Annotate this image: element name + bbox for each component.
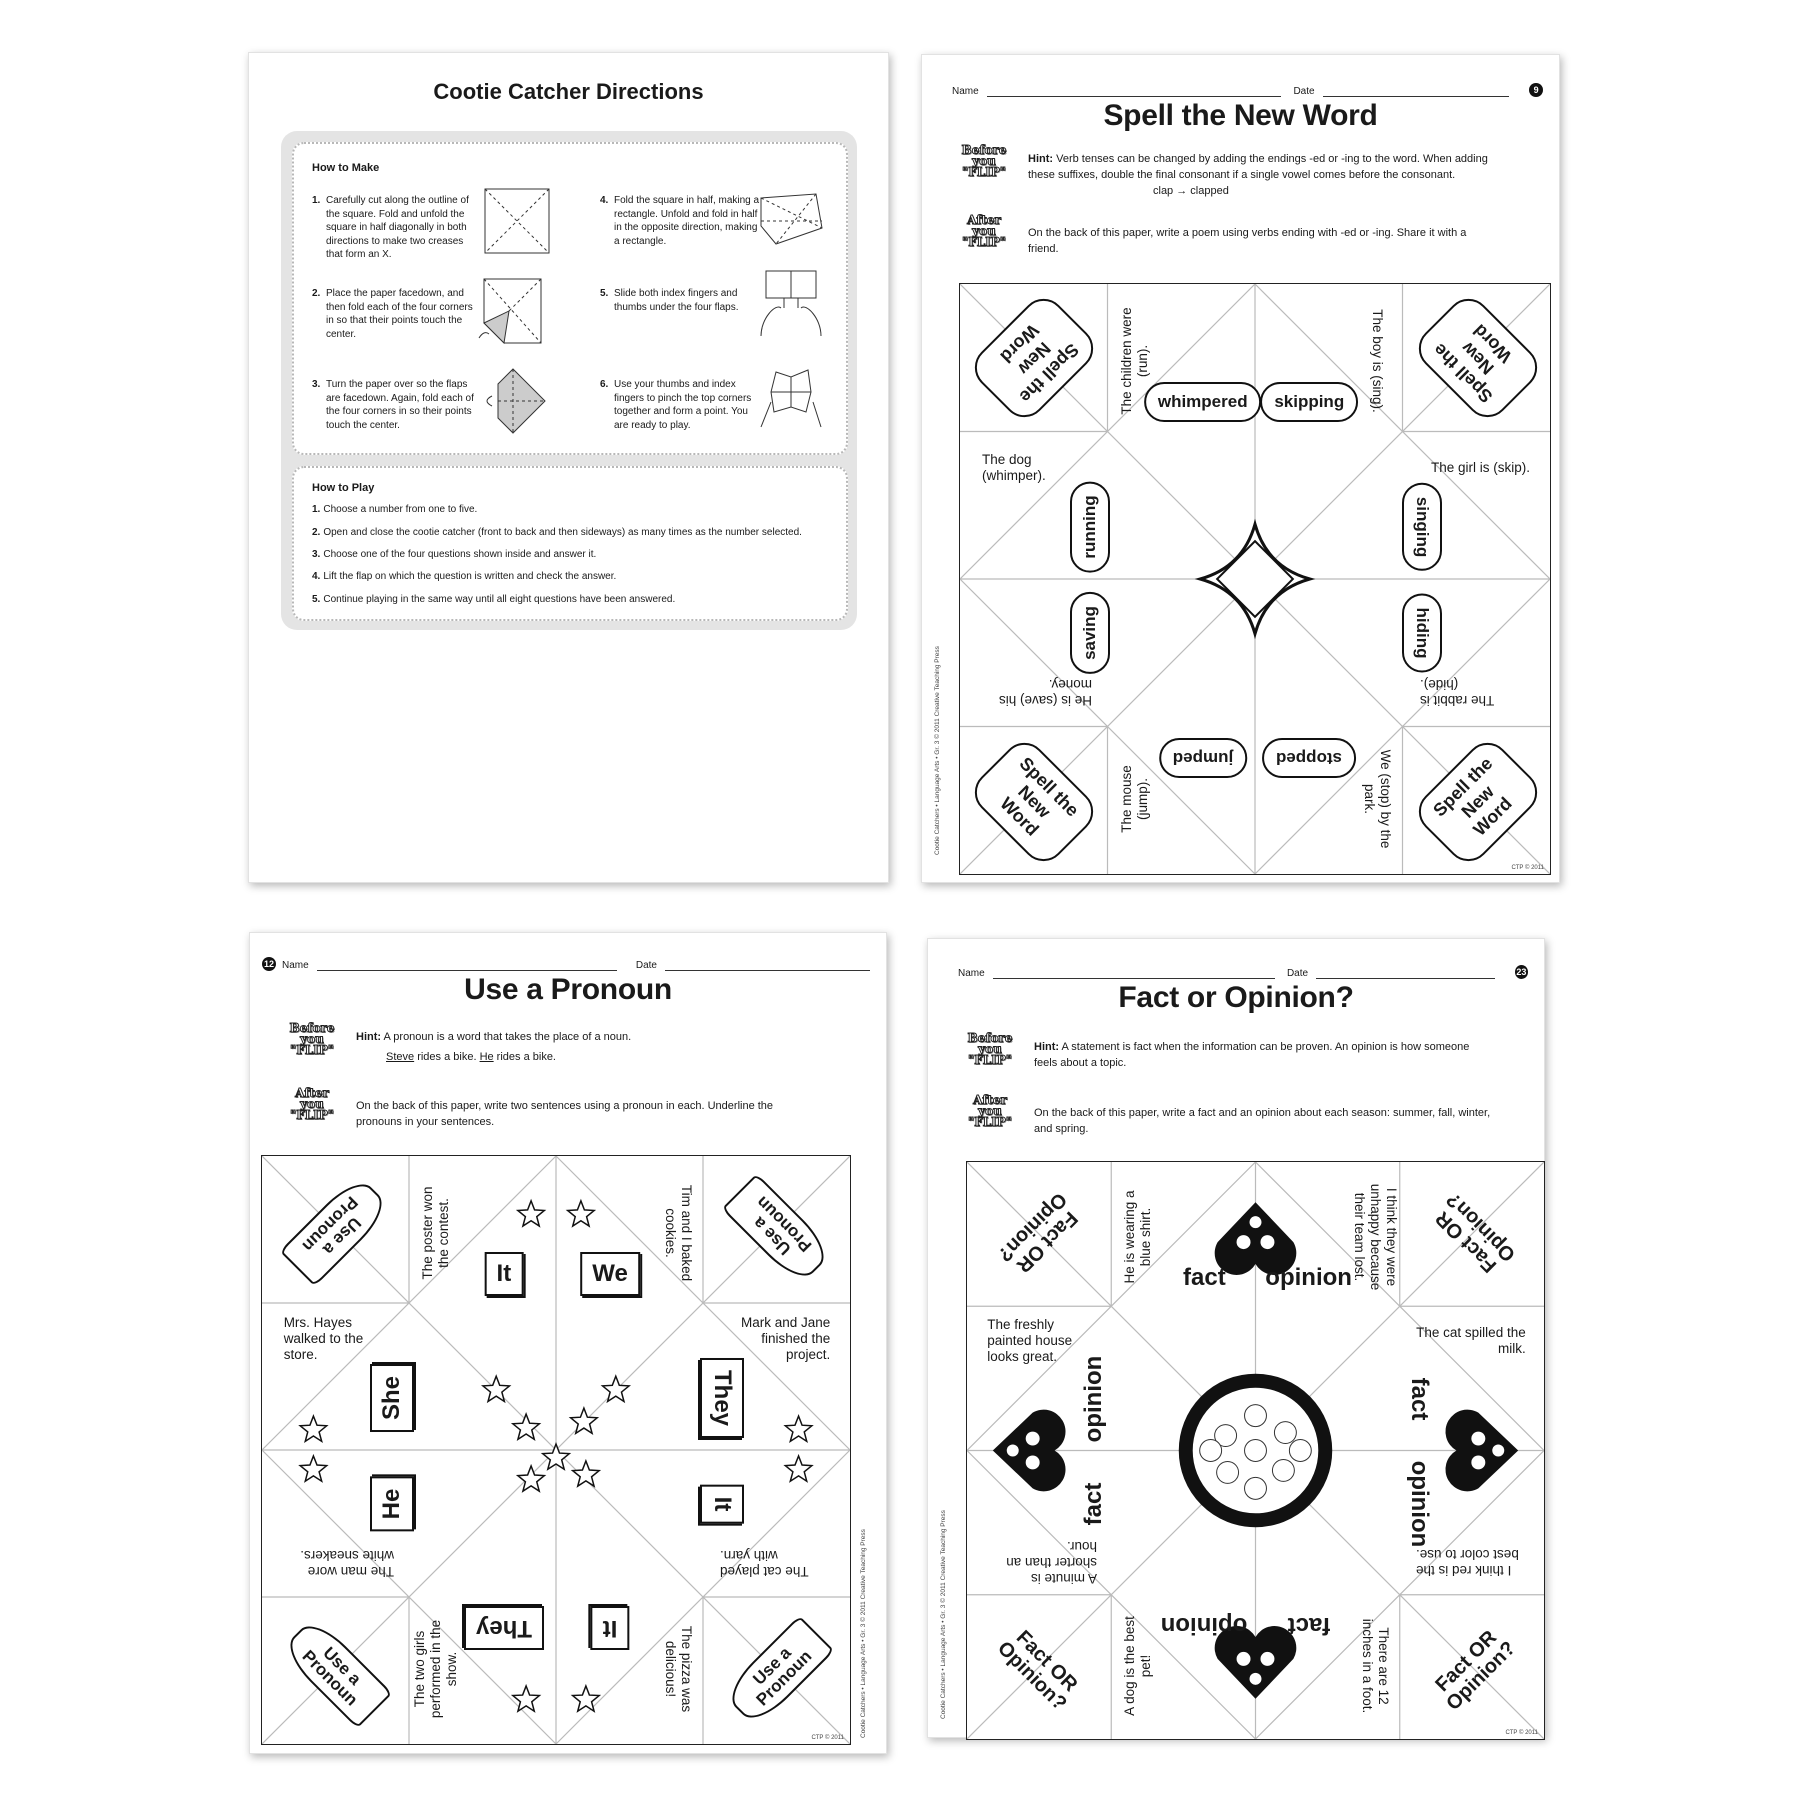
star-icon	[571, 1408, 598, 1433]
page-number-badge: 12	[263, 959, 274, 969]
question-prompt: A dog is the best pet!	[1121, 1615, 1153, 1716]
question-prompt: The poster won the contest.	[420, 1186, 452, 1280]
answer-flap[interactable]: singing	[1402, 482, 1442, 570]
after-flip-text: On the back of this paper, write a fact and an opinion about each season: summer, fall, winter, and spring.	[1034, 1107, 1491, 1135]
hint-label: Hint:	[356, 1031, 382, 1043]
flip-over-illustration	[478, 366, 548, 436]
star-icon	[573, 1686, 600, 1711]
example-part: He	[479, 1051, 494, 1063]
answer-flap[interactable]: hiding	[1402, 594, 1442, 673]
after-you-flip-logo: After you "FLIP"	[289, 1086, 335, 1122]
worksheet-fact-or-opinion	[927, 938, 1545, 1738]
star-icon	[300, 1456, 327, 1481]
star-icon	[785, 1416, 812, 1441]
hint-label: Hint:	[1034, 1041, 1060, 1053]
how-to-play-panel	[292, 466, 848, 621]
step-text: Use your thumbs and index fingers to pinch the top corners together and form a point. You are ready to play.	[614, 379, 752, 431]
question-prompt: The two girls performed in the show.	[412, 1620, 460, 1719]
how-to-make-heading: How to Make	[312, 162, 380, 174]
how-to-play-heading: How to Play	[312, 482, 375, 494]
step-text: Open and close the cootie catcher (front to back and then sideways) as many times as the number selected.	[323, 527, 802, 538]
question-prompt: The girl is (skip).	[1431, 459, 1531, 475]
question-prompt: The mouse (jump).	[1118, 765, 1150, 833]
question-prompt: He is wearing a blue shirt.	[1121, 1190, 1153, 1284]
worksheet-title: Spell the New Word	[1103, 99, 1378, 132]
answer-flap[interactable]: saving	[1070, 592, 1110, 674]
corner-title: Use a Pronoun	[279, 1616, 392, 1729]
answer-flap[interactable]: It	[700, 1485, 744, 1524]
step-number: 4.	[312, 571, 321, 582]
date-field[interactable]	[1316, 969, 1495, 979]
corner-title: Spell the New Word	[966, 734, 1102, 870]
star-icon	[518, 1466, 545, 1491]
step-number: 1.	[312, 504, 321, 515]
question-prompt: There are 12 inches in a foot.	[1360, 1618, 1392, 1713]
hint-example	[386, 1049, 816, 1065]
copyright-credit: Cootie Catchers • Language Arts • Gr. 3 © 2011 Creative Teaching Press	[860, 1529, 867, 1738]
date-label: Date	[635, 960, 657, 971]
cootie-catcher	[261, 1155, 851, 1745]
corner-title: Fact OR Opinion?	[1430, 1625, 1520, 1715]
answer-flap[interactable]: They	[700, 1358, 744, 1438]
after-you-flip-logo: After you "FLIP"	[961, 213, 1007, 249]
question-prompt: The freshly painted house looks great.	[987, 1317, 1073, 1365]
corner-title: Spell the New Word	[966, 290, 1102, 426]
name-field[interactable]	[987, 87, 1282, 97]
before-you-flip-logo: Before you "FLIP"	[289, 1021, 335, 1057]
question-prompt: Mark and Jane finished the project.	[740, 1314, 831, 1362]
name-label: Name	[282, 960, 309, 971]
question-prompt: The boy is (sing).	[1370, 309, 1386, 413]
hint-text	[356, 1029, 816, 1065]
after-you-flip-logo: After you "FLIP"	[967, 1093, 1013, 1129]
answer-flap[interactable]: whimpered	[1144, 382, 1262, 422]
answer-flap[interactable]: She	[370, 1364, 414, 1432]
step-text: Lift the flap on which the question is written and check the answer.	[323, 571, 617, 582]
step-text: Turn the paper over so the flaps are facedown. Again, fold each of the four corners in so their points touch the center.	[326, 379, 474, 431]
answer-flap[interactable]: opinion	[1080, 1356, 1108, 1443]
date-field[interactable]	[1323, 87, 1510, 97]
copyright-credit: Cootie Catchers • Language Arts • Gr. 3 © 2011 Creative Teaching Press	[934, 646, 941, 855]
question-prompt: Tim and I baked cookies.	[662, 1184, 694, 1281]
page-number-badge: 23	[1516, 967, 1527, 977]
corner-title: Fact OR Opinion?	[1430, 1188, 1520, 1278]
star-icon	[518, 1201, 545, 1226]
name-date-header	[952, 83, 1543, 97]
how-to-make-panel	[292, 142, 848, 455]
step-text: Fold the square in half, making a rectangle. Unfold and fold in half in the opposite direction, making a rectangle.	[614, 195, 760, 247]
question-prompt: The dog (whimper).	[981, 451, 1046, 483]
after-flip-text: On the back of this paper, write a poem using verbs ending with -ed or -ing. Share it with a friend.	[1028, 227, 1467, 255]
hint-example	[1153, 183, 1488, 199]
answer-flap[interactable]: fact	[1287, 1612, 1330, 1640]
star-icon	[483, 1376, 510, 1401]
step-number: 5.	[600, 288, 609, 299]
answer-flap[interactable]: opinion	[1405, 1460, 1433, 1547]
answer-flap[interactable]: fact	[1405, 1378, 1433, 1421]
star-icon	[573, 1461, 600, 1486]
worksheet-title: Use a Pronoun	[464, 973, 672, 1006]
corner-title: Fact OR Opinion?	[993, 1188, 1083, 1278]
name-date-header	[262, 957, 870, 971]
step-text: Carefully cut along the outline of the square. Fold and unfold the square in half diagonally in both directions to make two creases that form an X.	[326, 195, 469, 260]
answer-flap[interactable]: It	[485, 1252, 524, 1296]
step-text: Choose one of the four questions shown inside and answer it.	[323, 549, 597, 560]
make-step-1	[312, 194, 477, 262]
play-step-5	[312, 594, 675, 605]
pinched-catcher-illustration	[756, 362, 826, 432]
star-icon	[513, 1414, 540, 1439]
cootie-catcher	[966, 1161, 1545, 1740]
copyright-credit: Cootie Catchers • Language Arts • Gr. 3 © 2011 Creative Teaching Press	[940, 1510, 947, 1719]
play-step-1	[312, 504, 477, 515]
question-prompt: He is (save) his money.	[998, 677, 1092, 709]
question-prompt: I think red is the best color to use.	[1415, 1546, 1519, 1578]
step-text: Slide both index fingers and thumbs under the four flaps.	[614, 288, 739, 313]
corner-fold-illustration	[474, 276, 544, 346]
worksheet-title: Fact or Opinion?	[1118, 981, 1354, 1014]
date-label: Date	[1286, 968, 1309, 979]
name-field[interactable]	[993, 969, 1275, 979]
answer-flap[interactable]: opinion	[1265, 1263, 1352, 1291]
example-part: rides a bike.	[493, 1051, 556, 1063]
fingers-under-flaps-illustration	[756, 268, 826, 338]
page-number-badge: 9	[1529, 83, 1543, 97]
star-icon	[300, 1416, 327, 1441]
directions-page	[248, 52, 889, 883]
corner-title: Spell the New Word	[1410, 734, 1546, 870]
answer-flap[interactable]: skipping	[1260, 382, 1358, 422]
step-number: 1.	[312, 195, 321, 206]
question-prompt: I think they were unhappy because their team lost.	[1352, 1183, 1400, 1291]
hint-body: A pronoun is a word that takes the place of a noun.	[383, 1031, 632, 1043]
make-step-5	[600, 287, 765, 314]
step-text: Choose a number from one to five.	[323, 504, 478, 515]
step-number: 5.	[312, 594, 321, 605]
answer-flap[interactable]: stopped	[1262, 738, 1356, 778]
star-icon	[785, 1456, 812, 1481]
folded-square-x-illustration	[482, 186, 552, 256]
name-date-header	[958, 965, 1528, 979]
answer-flap[interactable]: opinion	[1161, 1612, 1248, 1640]
make-step-4	[600, 194, 765, 248]
hint-body: A statement is fact when the information can be proven. An opinion is how someone feels about a topic.	[1034, 1041, 1470, 1069]
step-text: Continue playing in the same way until all eight questions have been answered.	[323, 594, 676, 605]
make-step-3	[312, 378, 477, 432]
step-number: 2.	[312, 288, 321, 299]
question-prompt: The cat spilled the milk.	[1416, 1325, 1526, 1357]
corner-title: Use a Pronoun	[279, 1173, 392, 1286]
star-icon	[603, 1376, 630, 1401]
question-prompt: The children were (run).	[1118, 307, 1150, 415]
date-label: Date	[1293, 86, 1315, 97]
hint-body: Verb tenses can be changed by adding the endings -ed or -ing to the word. When adding these suffixes, double the final consonant if a single vowel comes before the consonant.	[1028, 153, 1488, 181]
step-number: 3.	[312, 549, 321, 560]
answer-flap[interactable]: It	[591, 1606, 630, 1650]
worksheet-use-a-pronoun	[249, 932, 887, 1754]
example-part: Steve	[386, 1051, 415, 1063]
name-field[interactable]	[317, 961, 617, 971]
corner-title: Use a Pronoun	[722, 1616, 835, 1729]
directions-title: Cootie Catcher Directions	[433, 79, 704, 104]
name-label: Name	[952, 86, 979, 97]
question-prompt: The pizza was delicious!	[662, 1626, 694, 1713]
play-step-3	[312, 549, 596, 560]
corner-title: Use a Pronoun	[722, 1173, 835, 1286]
name-label: Name	[958, 968, 985, 979]
ctp-copyright: CTP © 2011	[1511, 865, 1544, 871]
answer-flap[interactable]: jumped	[1158, 738, 1246, 778]
hint-text	[1034, 1039, 1494, 1071]
answer-flap[interactable]: running	[1070, 481, 1110, 572]
step-number: 3.	[312, 379, 321, 390]
answer-flap[interactable]: We	[580, 1252, 640, 1296]
question-prompt: The cat played with yarn.	[720, 1548, 809, 1580]
example-part: rides a bike.	[414, 1051, 480, 1063]
play-step-4	[312, 571, 616, 582]
answer-flap[interactable]: fact	[1080, 1482, 1108, 1525]
before-you-flip-logo: Before you "FLIP"	[967, 1031, 1013, 1067]
ctp-copyright: CTP © 2011	[811, 1735, 844, 1741]
corner-title: Fact OR Opinion?	[993, 1625, 1083, 1715]
cootie-catcher	[959, 283, 1551, 875]
answer-flap[interactable]: They	[464, 1606, 544, 1650]
make-step-6	[600, 378, 765, 432]
play-step-2	[312, 527, 802, 538]
after-flip-text: On the back of this paper, write two sentences using a pronoun in each. Underline the pronouns in your sentences.	[356, 1100, 774, 1128]
make-step-2	[312, 287, 477, 341]
date-field[interactable]	[665, 961, 870, 971]
question-prompt: The man wore white sneakers.	[299, 1548, 394, 1580]
example-part: clap → clapped	[1153, 185, 1229, 197]
answer-flap[interactable]: He	[370, 1477, 414, 1532]
before-you-flip-logo: Before you "FLIP"	[961, 143, 1007, 179]
question-prompt: We (stop) by the park.	[1362, 749, 1394, 849]
answer-flap[interactable]: fact	[1183, 1263, 1226, 1291]
question-prompt: A minute is shorter than an hour.	[1006, 1538, 1098, 1586]
corner-title: Spell the New Word	[1410, 290, 1546, 426]
step-number: 2.	[312, 527, 321, 538]
hint-label: Hint:	[1028, 153, 1054, 165]
ctp-copyright: CTP © 2011	[1505, 1730, 1538, 1736]
question-prompt: Mrs. Hayes walked to the store.	[283, 1314, 364, 1362]
star-icon	[513, 1686, 540, 1711]
rectangle-fold-illustration	[756, 186, 826, 256]
step-number: 4.	[600, 195, 609, 206]
question-prompt: The rabbit is (hide).	[1420, 677, 1495, 709]
step-number: 6.	[600, 379, 609, 390]
star-icon	[568, 1201, 595, 1226]
hint-text	[1028, 151, 1488, 199]
worksheet-spell-the-new-word	[921, 54, 1560, 883]
step-text: Place the paper facedown, and then fold each of the four corners in so that their points touch the center.	[326, 288, 473, 340]
